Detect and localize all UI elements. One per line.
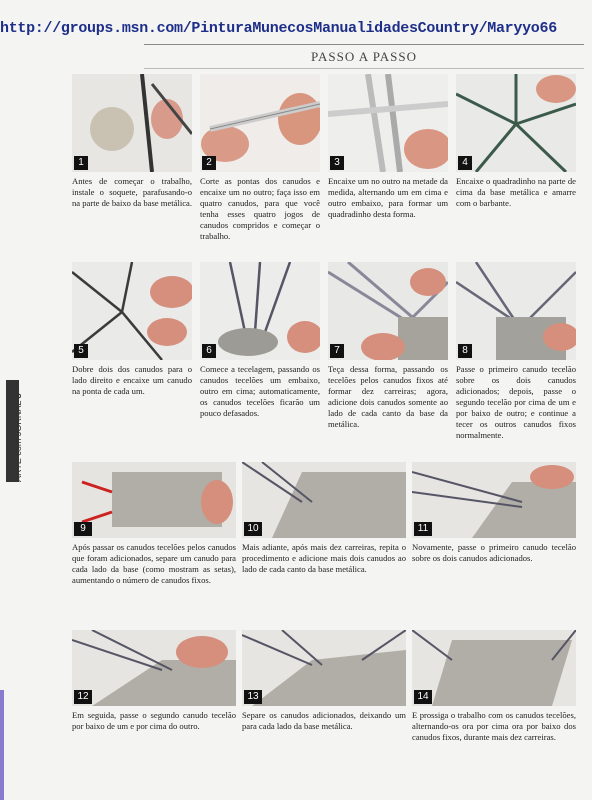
step-photo [200, 74, 320, 172]
step-photo [328, 74, 448, 172]
step-photo [412, 630, 576, 706]
step-caption: Teça dessa forma, passando os tecelões pelos canudos fixos até formar dez carreiras; agora, adicione dois canudos somente ao lado de cada canto da base da metálica. [328, 364, 448, 429]
step-caption: Em seguida, passe o segundo canudo tecelão por baixo de um e por cima do outro. [72, 710, 236, 731]
step-number: 2 [202, 156, 216, 170]
step-number: 1 [74, 156, 88, 170]
step-caption: Encaixe um no outro na metade da medida, alternando um em cima e outro embaixo, para formar um quadradinho desta forma. [328, 176, 448, 219]
step-number: 10 [244, 522, 262, 536]
step-photo [456, 74, 576, 172]
step-photo [328, 262, 448, 360]
step-number: 5 [74, 344, 88, 358]
step-photo [72, 262, 192, 360]
step-photo [242, 462, 406, 538]
side-label-text: ARTE com JORNAL [13, 400, 23, 482]
side-label [13, 393, 23, 482]
step-caption: Corte as pontas dos canudos e encaixe um no outro; faça isso em quatro canudos, para que você tenha esses quatro jogos de canudos compridos e começar o trabalho. [200, 176, 320, 241]
step-caption: Passe o primeiro canudo tecelão sobre os dois canudos adicionados; depois, passe o segundo tecelão por cima de um e por baixo de outro; e continue a tecer os outros canudos fixos normalmente. [456, 364, 576, 440]
step-caption: E prossiga o trabalho com os canudos tecelões, alternando-os ora por cima ora por baixo dos canudos fixos, durante mais dez carreiras. [412, 710, 576, 742]
step-caption: Mais adiante, após mais dez carreiras, repita o procedimento e adicione mais dois canudos ao lado de cada canto da base metálica. [242, 542, 406, 574]
page-edge-bar [0, 690, 4, 800]
step-caption: Após passar os canudos tecelões pelos canudos que foram adicionados, separe um canudo para cada lado da base (como mostram as setas), aumentando o número de canudos fixos. [72, 542, 236, 585]
page-number: 8 [13, 393, 23, 399]
step-photo [72, 630, 236, 706]
step-photo [72, 74, 192, 172]
page-title: PASSO A PASSO [311, 49, 417, 64]
watermark-url: http://groups.msn.com/PinturaMunecosManualidadesCountry/Maryyo66 [0, 20, 557, 37]
step-number: 3 [330, 156, 344, 170]
step-caption: Novamente, passe o primeiro canudo tecelão sobre os dois canudos adicionados. [412, 542, 576, 563]
step-photo [412, 462, 576, 538]
divider [144, 44, 584, 45]
step-number: 11 [414, 522, 432, 536]
step-photo [242, 630, 406, 706]
step-photo [456, 262, 576, 360]
step-number: 6 [202, 344, 216, 358]
step-photo [200, 262, 320, 360]
divider [144, 68, 584, 69]
step-number: 13 [244, 690, 262, 704]
step-number: 7 [330, 344, 344, 358]
step-number: 4 [458, 156, 472, 170]
step-photo [72, 462, 236, 538]
step-number: 8 [458, 344, 472, 358]
step-number: 9 [74, 522, 92, 536]
step-number: 12 [74, 690, 92, 704]
step-number: 14 [414, 690, 432, 704]
step-caption: Comece a tecelagem, passando os canudos tecelões um embaixo, outro em cima; automaticamente, os canudos tecelões ficarão um pouco defasados. [200, 364, 320, 418]
step-caption: Antes de começar o trabalho, instale o soquete, parafusando-o na parte de baixo da base metálica. [72, 176, 193, 208]
step-caption: Separe os canudos adicionados, deixando um para cada lado da base metálica. [242, 710, 406, 731]
step-caption: Encaixe o quadradinho na parte de cima da base metálica e amarre com o barbante. [456, 176, 576, 208]
step-caption: Dobre dois dos canudos para o lado direito e encaixe um canudo na ponta de cada um. [72, 364, 192, 396]
